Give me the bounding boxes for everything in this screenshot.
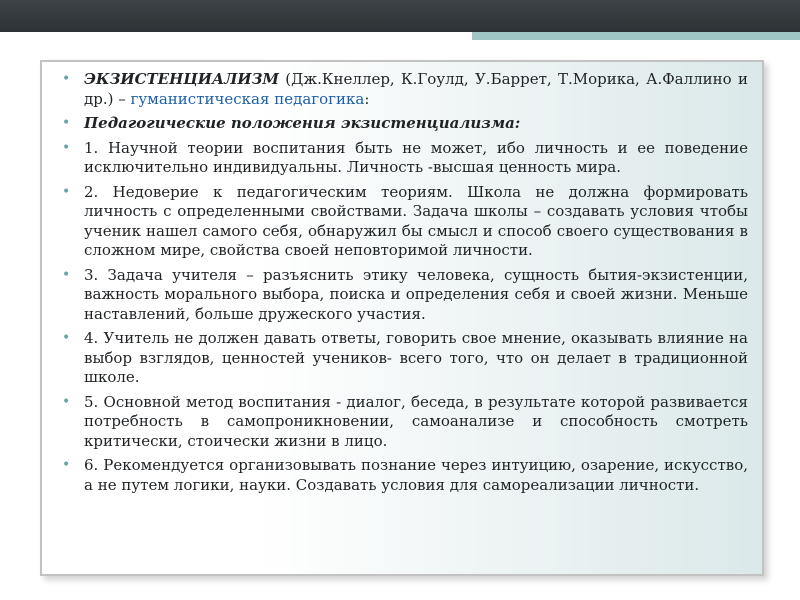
bullet-icon: • [62, 330, 71, 346]
list-item-1 [62, 138, 748, 178]
item-text: 3. Задача учителя – разъяснить этику человека, сущность бытия-экзистенции, важность морального выбора, поиска и определения себя и своей жизни. Меньше наставлений, больше дружеского участия. [84, 265, 748, 323]
list-item-5 [62, 392, 748, 452]
bullet-icon: • [62, 457, 71, 473]
item-text: 1. Научной теории воспитания быть не может, ибо личность и ее поведение исключительно индивидуальны. Личность -высшая ценность мира. [84, 138, 748, 176]
bullet-icon: • [62, 71, 71, 87]
item-text: 2. Недоверие к педагогическим теориям. Школа не должна формировать личность с определенными свойствами. Задача школы – создавать условия чтобы ученик нашел самого себя, обнаружил бы смысл и способ своего существования в сложном мире, свойства своей неповторимой личности. [84, 182, 748, 259]
bullet-icon: • [62, 266, 71, 283]
top-header-band [0, 0, 800, 32]
term-existentialism: ЭКЗИСТЕНЦИАЛИЗМ [84, 70, 280, 88]
list-item-6 [62, 456, 748, 495]
list-item-existentialism [62, 70, 748, 109]
bullet-icon: • [62, 115, 71, 131]
item-text: 5. Основной метод воспитания - диалог, беседа, в результате которой развивается потребность в самопроникновении, самоанализе и способность смотреть критически, стоически жизни в лицо. [84, 392, 748, 450]
item-text: 4. Учитель не должен давать ответы, говорить свое мнение, оказывать влияние на выбор взглядов, ценностей учеников- всего того, что он делает в традиционной школе. [84, 329, 748, 386]
list-item-3 [62, 265, 748, 325]
bullet-icon: • [62, 393, 71, 410]
suffix-text: : [364, 89, 370, 108]
bullet-list [42, 62, 762, 495]
list-item-4 [62, 329, 748, 388]
list-item-heading [62, 114, 748, 134]
slide-content-box [40, 60, 764, 576]
item-text: 6. Рекомендуется организовывать познание через интуицию, озарение, искусство, а не путем логики, науки. Создавать условия для самореализации личности. [84, 456, 748, 494]
bullet-icon: • [62, 183, 71, 200]
bullet-icon: • [62, 139, 71, 156]
humanistic-pedagogy-link[interactable]: гуманистическая педагогика [130, 89, 365, 108]
accent-bar [472, 32, 800, 40]
list-item-2 [62, 182, 748, 261]
authors-text: (Дж.Кнеллер, К.Гоулд, У.Баррет, Т.Морика, А.Фаллино и др.) – [84, 70, 748, 108]
section-heading: Педагогические положения экзистенциализма: [84, 114, 521, 132]
